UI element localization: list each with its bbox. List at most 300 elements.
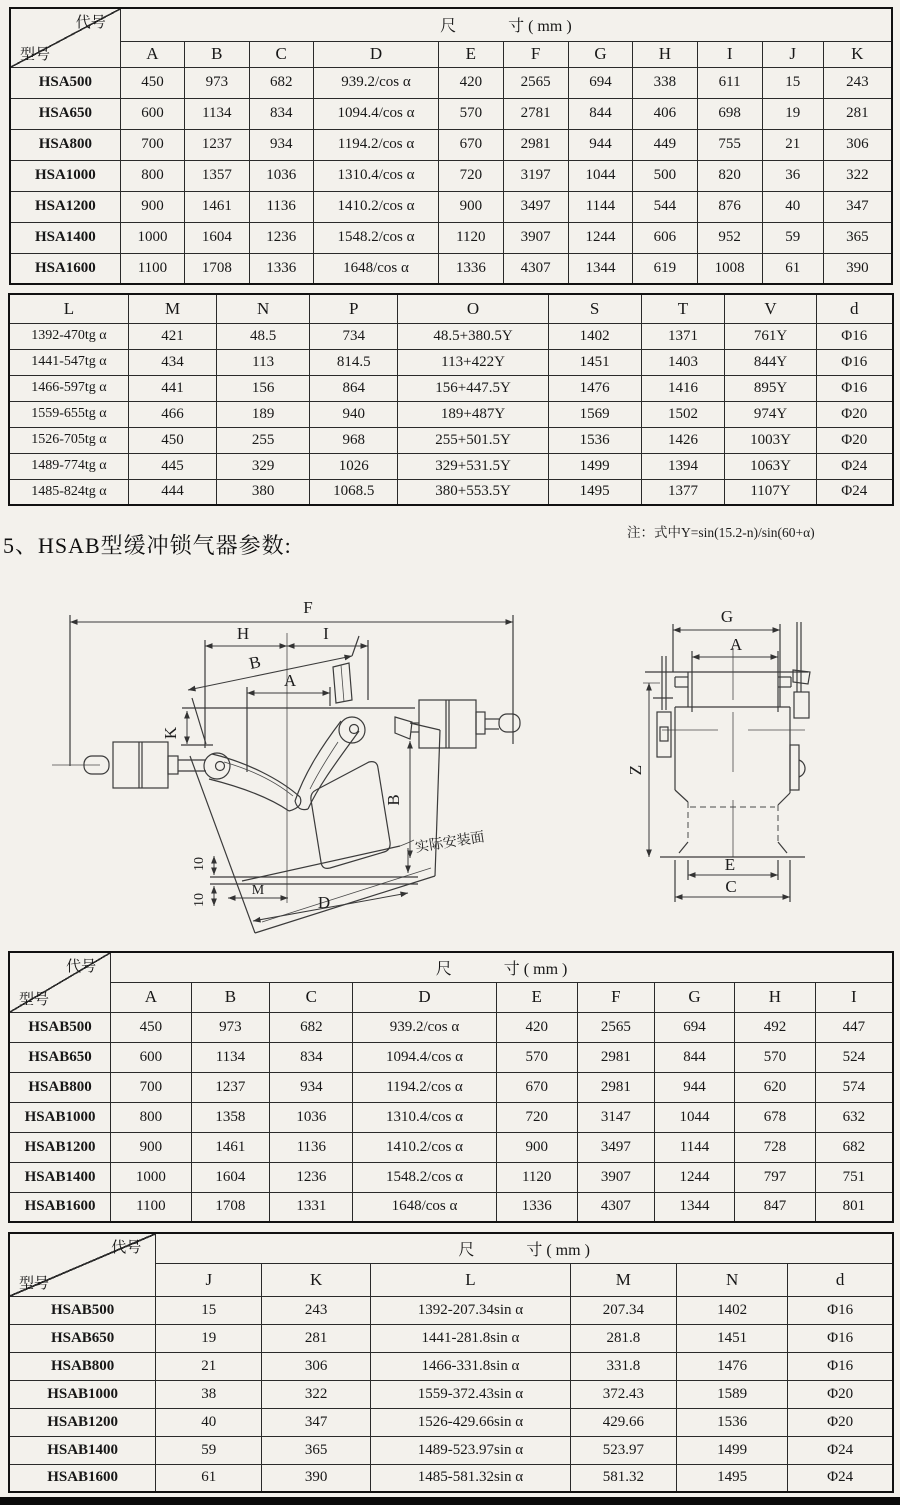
- size-header: [111, 952, 893, 982]
- hsab-side-view-drawing: [30, 588, 540, 944]
- row-label: HSAB1400: [9, 1162, 111, 1192]
- row-label: HSAB800: [9, 1352, 156, 1380]
- cell: 570: [735, 1042, 815, 1072]
- cell: 974Y: [725, 401, 816, 427]
- cell: 2781: [503, 98, 568, 129]
- cell: 347: [262, 1408, 371, 1436]
- row-label: HSA650: [10, 98, 120, 129]
- table-row: [9, 479, 893, 505]
- column-header: H: [633, 41, 697, 67]
- cell: 40: [156, 1408, 262, 1436]
- cell: 1136: [249, 191, 313, 222]
- corner-label-top: 代号: [66, 959, 97, 975]
- cell: 761Y: [725, 323, 816, 349]
- cell: 38: [156, 1380, 262, 1408]
- cell: 1441-281.8sin α: [371, 1324, 571, 1352]
- cell: 3497: [577, 1132, 654, 1162]
- dim-label: D: [317, 893, 331, 912]
- column-header: V: [725, 294, 816, 323]
- cell: 2981: [577, 1042, 654, 1072]
- size-header: [156, 1233, 893, 1263]
- column-header-row: [10, 41, 892, 67]
- cell: 1120: [496, 1162, 577, 1192]
- cell: 973: [185, 67, 249, 98]
- cell: Φ16: [788, 1296, 893, 1324]
- size-header: [120, 8, 892, 41]
- cell: 1107Y: [725, 479, 816, 505]
- cell: 1237: [191, 1072, 270, 1102]
- cell: 876: [697, 191, 762, 222]
- cell: 1134: [185, 98, 249, 129]
- cell: 1426: [641, 427, 725, 453]
- corner-label-bottom: 型号: [19, 1275, 50, 1292]
- row-label: 1526-705tg α: [9, 427, 128, 453]
- cell: Φ16: [788, 1324, 893, 1352]
- cell: 720: [439, 160, 503, 191]
- cell: 48.5+380.5Y: [398, 323, 548, 349]
- cell: 4307: [577, 1192, 654, 1222]
- cell: 1144: [568, 191, 632, 222]
- table-row: [9, 1324, 893, 1352]
- cell: 15: [156, 1296, 262, 1324]
- row-label: HSAB500: [9, 1012, 111, 1042]
- corner-label-top: 代号: [111, 1240, 142, 1256]
- table-row: [9, 1102, 893, 1132]
- cell: 207.34: [570, 1296, 676, 1324]
- cell: 968: [310, 427, 398, 453]
- row-label: HSAB500: [9, 1296, 156, 1324]
- cell: 1476: [548, 375, 641, 401]
- corner-header: [9, 1233, 156, 1296]
- row-label: HSAB650: [9, 1042, 111, 1072]
- cell: 1416: [641, 375, 725, 401]
- cell: 2981: [577, 1072, 654, 1102]
- column-header: G: [654, 982, 734, 1012]
- column-header: A: [111, 982, 191, 1012]
- cell: 1377: [641, 479, 725, 505]
- cell: 322: [823, 160, 892, 191]
- cell: 632: [815, 1102, 893, 1132]
- cell: 524: [815, 1042, 893, 1072]
- dim-label: H: [236, 624, 250, 643]
- cell: 1548.2/cos α: [313, 222, 438, 253]
- cell: 581.32: [570, 1464, 676, 1492]
- formula-note: 注：式中Y=sin(15.2-n)/sin(60+α): [627, 525, 815, 540]
- cell: 1451: [548, 349, 641, 375]
- cell: 944: [568, 129, 632, 160]
- table-row: [10, 160, 892, 191]
- cell: 900: [439, 191, 503, 222]
- dim-label: B: [384, 794, 403, 806]
- cell: 944: [654, 1072, 734, 1102]
- cell: 1120: [439, 222, 503, 253]
- table-row: [9, 401, 893, 427]
- cell: 1489-523.97sin α: [371, 1436, 571, 1464]
- table-row: [10, 222, 892, 253]
- cell: Φ24: [816, 453, 893, 479]
- cell: 492: [735, 1012, 815, 1042]
- cell: 1000: [111, 1162, 191, 1192]
- cell: 1336: [249, 253, 313, 284]
- cell: 1008: [697, 253, 762, 284]
- cell: 611: [697, 67, 762, 98]
- cell: 1495: [548, 479, 641, 505]
- cell: 1604: [185, 222, 249, 253]
- size-label-right: 寸 ( mm ): [526, 1241, 590, 1259]
- cell: 797: [735, 1162, 815, 1192]
- row-label: HSAB1400: [9, 1436, 156, 1464]
- hsab-dimensions-table-j-d: [8, 1232, 894, 1493]
- cell: 1236: [249, 222, 313, 253]
- cell: 844: [568, 98, 632, 129]
- column-header: C: [270, 982, 353, 1012]
- cell: 19: [762, 98, 823, 129]
- dim-label: 10: [192, 893, 207, 907]
- column-header: E: [439, 41, 503, 67]
- cell: 934: [270, 1072, 353, 1102]
- corner-label-top: 代号: [75, 15, 106, 31]
- cell: 189: [217, 401, 310, 427]
- table-row: [9, 1408, 893, 1436]
- cell: 61: [762, 253, 823, 284]
- table-row: [9, 349, 893, 375]
- table-row: [9, 1352, 893, 1380]
- cell: 678: [735, 1102, 815, 1132]
- cell: 450: [111, 1012, 191, 1042]
- cell: 682: [270, 1012, 353, 1042]
- cell: 365: [262, 1436, 371, 1464]
- cell: 1394: [641, 453, 725, 479]
- cell: 1026: [310, 453, 398, 479]
- column-header: T: [641, 294, 725, 323]
- cell: 306: [262, 1352, 371, 1380]
- cell: 441: [128, 375, 216, 401]
- cell: 939.2/cos α: [313, 67, 438, 98]
- column-header: K: [823, 41, 892, 67]
- column-header: d: [816, 294, 893, 323]
- cell: 48.5: [217, 323, 310, 349]
- cell: 1237: [185, 129, 249, 160]
- cell: 449: [633, 129, 697, 160]
- column-header-row: [9, 982, 893, 1012]
- cell: 1485-581.32sin α: [371, 1464, 571, 1492]
- cell: 751: [815, 1162, 893, 1192]
- cell: 900: [111, 1132, 191, 1162]
- cell: 682: [815, 1132, 893, 1162]
- dim-label: 10: [192, 857, 207, 871]
- column-header: L: [371, 1263, 571, 1296]
- row-label: 1485-824tg α: [9, 479, 128, 505]
- cell: 1357: [185, 160, 249, 191]
- row-label: HSAB800: [9, 1072, 111, 1102]
- cell: 380: [217, 479, 310, 505]
- cell: 1392-207.34sin α: [371, 1296, 571, 1324]
- cell: 466: [128, 401, 216, 427]
- row-label: HSAB1600: [9, 1464, 156, 1492]
- cell: 156+447.5Y: [398, 375, 548, 401]
- cell: 390: [262, 1464, 371, 1492]
- cell: 694: [654, 1012, 734, 1042]
- row-label: 1489-774tg α: [9, 453, 128, 479]
- cell: 1371: [641, 323, 725, 349]
- cell: 800: [120, 160, 184, 191]
- cell: 390: [823, 253, 892, 284]
- column-header: I: [815, 982, 893, 1012]
- cell: 444: [128, 479, 216, 505]
- cell: 3147: [577, 1102, 654, 1132]
- cell: 1476: [676, 1352, 787, 1380]
- cell: 1559-372.43sin α: [371, 1380, 571, 1408]
- cell: 1094.4/cos α: [353, 1042, 496, 1072]
- cell: 844Y: [725, 349, 816, 375]
- cell: 698: [697, 98, 762, 129]
- cell: Φ16: [816, 375, 893, 401]
- column-header: H: [735, 982, 815, 1012]
- cell: 1604: [191, 1162, 270, 1192]
- table-row: [9, 427, 893, 453]
- cell: 682: [249, 67, 313, 98]
- cell: 934: [249, 129, 313, 160]
- cell: 1358: [191, 1102, 270, 1132]
- cell: 1244: [654, 1162, 734, 1192]
- column-header: L: [9, 294, 128, 323]
- size-label-left: 尺: [458, 1241, 475, 1259]
- dim-label: F: [303, 598, 313, 617]
- cell: 801: [815, 1192, 893, 1222]
- column-header-row: [9, 294, 893, 323]
- cell: 1451: [676, 1324, 787, 1352]
- cell: 500: [633, 160, 697, 191]
- cell: 189+487Y: [398, 401, 548, 427]
- cell: 700: [120, 129, 184, 160]
- hsa-dimensions-table-a-k: [9, 7, 893, 285]
- cell: 331.8: [570, 1352, 676, 1380]
- column-header: D: [353, 982, 496, 1012]
- cell: 21: [762, 129, 823, 160]
- cell: 1044: [654, 1102, 734, 1132]
- column-header: N: [217, 294, 310, 323]
- cell: Φ24: [788, 1436, 893, 1464]
- table-row: [9, 453, 893, 479]
- column-header: M: [128, 294, 216, 323]
- column-header: A: [120, 41, 184, 67]
- cell: 450: [128, 427, 216, 453]
- corner-label-bottom: 型号: [19, 991, 50, 1008]
- column-header: F: [577, 982, 654, 1012]
- row-label: HSAB1600: [9, 1192, 111, 1222]
- cell: 447: [815, 1012, 893, 1042]
- cell: 1526-429.66sin α: [371, 1408, 571, 1436]
- cell: 1502: [641, 401, 725, 427]
- dim-label: K: [161, 726, 180, 740]
- row-label: HSAB650: [9, 1324, 156, 1352]
- table-row: [9, 1012, 893, 1042]
- cell: 900: [496, 1132, 577, 1162]
- cell: 895Y: [725, 375, 816, 401]
- cell: 450: [120, 67, 184, 98]
- cell: 322: [262, 1380, 371, 1408]
- cell: 728: [735, 1132, 815, 1162]
- dim-label: A: [729, 635, 743, 654]
- column-header: J: [762, 41, 823, 67]
- cell: 113+422Y: [398, 349, 548, 375]
- cell: 814.5: [310, 349, 398, 375]
- cell: 1569: [548, 401, 641, 427]
- cell: 255: [217, 427, 310, 453]
- cell: 1495: [676, 1464, 787, 1492]
- table-row: [9, 1296, 893, 1324]
- column-header: F: [503, 41, 568, 67]
- cell: 1310.4/cos α: [313, 160, 438, 191]
- hsab-front-view-drawing: [615, 592, 845, 912]
- cell: 36: [762, 160, 823, 191]
- cell: Φ16: [788, 1352, 893, 1380]
- cell: 1336: [439, 253, 503, 284]
- cell: 1094.4/cos α: [313, 98, 438, 129]
- column-header: I: [697, 41, 762, 67]
- cell: 1344: [654, 1192, 734, 1222]
- cell: 1708: [191, 1192, 270, 1222]
- cell: 1244: [568, 222, 632, 253]
- cell: 1134: [191, 1042, 270, 1072]
- cell: 15: [762, 67, 823, 98]
- cell: 1100: [120, 253, 184, 284]
- cell: 1194.2/cos α: [353, 1072, 496, 1102]
- table-row: [10, 67, 892, 98]
- cell: 700: [111, 1072, 191, 1102]
- table-row: [9, 1436, 893, 1464]
- cell: 1461: [191, 1132, 270, 1162]
- cell: 834: [270, 1042, 353, 1072]
- cell: 1336: [496, 1192, 577, 1222]
- cell: 1461: [185, 191, 249, 222]
- cell: 281: [262, 1324, 371, 1352]
- cell: 40: [762, 191, 823, 222]
- cell: 420: [439, 67, 503, 98]
- table-row: [10, 98, 892, 129]
- cell: 1100: [111, 1192, 191, 1222]
- cell: 243: [262, 1296, 371, 1324]
- cell: 600: [111, 1042, 191, 1072]
- hsa-dimensions-table-l-d: [8, 293, 894, 506]
- cell: 900: [120, 191, 184, 222]
- corner-header: [10, 8, 120, 67]
- cell: 59: [156, 1436, 262, 1464]
- column-header: S: [548, 294, 641, 323]
- row-label: HSA1600: [10, 253, 120, 284]
- cell: 570: [496, 1042, 577, 1072]
- cell: 421: [128, 323, 216, 349]
- cell: 1648/cos α: [313, 253, 438, 284]
- cell: 574: [815, 1072, 893, 1102]
- table-row: [10, 129, 892, 160]
- cell: 820: [697, 160, 762, 191]
- dim-label: Z: [626, 764, 645, 776]
- cell: 3197: [503, 160, 568, 191]
- cell: 1499: [676, 1436, 787, 1464]
- cell: 329+531.5Y: [398, 453, 548, 479]
- cell: 1063Y: [725, 453, 816, 479]
- column-header: B: [185, 41, 249, 67]
- cell: 619: [633, 253, 697, 284]
- table-row: [9, 1072, 893, 1102]
- cell: 445: [128, 453, 216, 479]
- size-label-right: 寸 ( mm ): [508, 18, 572, 36]
- cell: Φ24: [816, 479, 893, 505]
- cell: 281: [823, 98, 892, 129]
- cell: 606: [633, 222, 697, 253]
- cell: 1410.2/cos α: [353, 1132, 496, 1162]
- cell: 329: [217, 453, 310, 479]
- column-header: P: [310, 294, 398, 323]
- cell: 1236: [270, 1162, 353, 1192]
- column-header: d: [788, 1263, 893, 1296]
- section-heading: 5、HSAB型缓冲锁气器参数:: [3, 533, 292, 558]
- cell: 1144: [654, 1132, 734, 1162]
- cell: 1466-331.8sin α: [371, 1352, 571, 1380]
- dim-label: A: [283, 671, 297, 690]
- cell: 365: [823, 222, 892, 253]
- cell: 570: [439, 98, 503, 129]
- cell: 434: [128, 349, 216, 375]
- cell: 1310.4/cos α: [353, 1102, 496, 1132]
- cell: 1708: [185, 253, 249, 284]
- cell: 61: [156, 1464, 262, 1492]
- row-label: HSA1000: [10, 160, 120, 191]
- mount-surface-label: 实际安装面: [414, 830, 486, 856]
- cell: 1410.2/cos α: [313, 191, 438, 222]
- column-header: O: [398, 294, 548, 323]
- cell: 255+501.5Y: [398, 427, 548, 453]
- cell: 939.2/cos α: [353, 1012, 496, 1042]
- table-row: [9, 1380, 893, 1408]
- cell: 544: [633, 191, 697, 222]
- cell: 734: [310, 323, 398, 349]
- cell: Φ20: [788, 1380, 893, 1408]
- row-label: HSA500: [10, 67, 120, 98]
- table-row: [9, 1042, 893, 1072]
- cell: 380+553.5Y: [398, 479, 548, 505]
- dim-label: C: [725, 877, 737, 896]
- dim-label: G: [720, 607, 734, 626]
- cell: 864: [310, 375, 398, 401]
- cell: 1044: [568, 160, 632, 191]
- row-label: HSAB1200: [9, 1132, 111, 1162]
- table-row: [9, 1464, 893, 1492]
- column-header: G: [568, 41, 632, 67]
- cell: 1499: [548, 453, 641, 479]
- cell: 620: [735, 1072, 815, 1102]
- cell: 347: [823, 191, 892, 222]
- cell: 940: [310, 401, 398, 427]
- cell: 670: [496, 1072, 577, 1102]
- cell: 19: [156, 1324, 262, 1352]
- dim-label: B: [247, 652, 263, 674]
- column-header: C: [249, 41, 313, 67]
- cell: 3907: [503, 222, 568, 253]
- cell: 2981: [503, 129, 568, 160]
- cell: 1589: [676, 1380, 787, 1408]
- size-label-left: 尺: [440, 18, 457, 36]
- cell: 338: [633, 67, 697, 98]
- cell: 406: [633, 98, 697, 129]
- cell: 670: [439, 129, 503, 160]
- cell: 2565: [577, 1012, 654, 1042]
- cell: 952: [697, 222, 762, 253]
- row-label: HSA1200: [10, 191, 120, 222]
- column-header: M: [570, 1263, 676, 1296]
- cell: 694: [568, 67, 632, 98]
